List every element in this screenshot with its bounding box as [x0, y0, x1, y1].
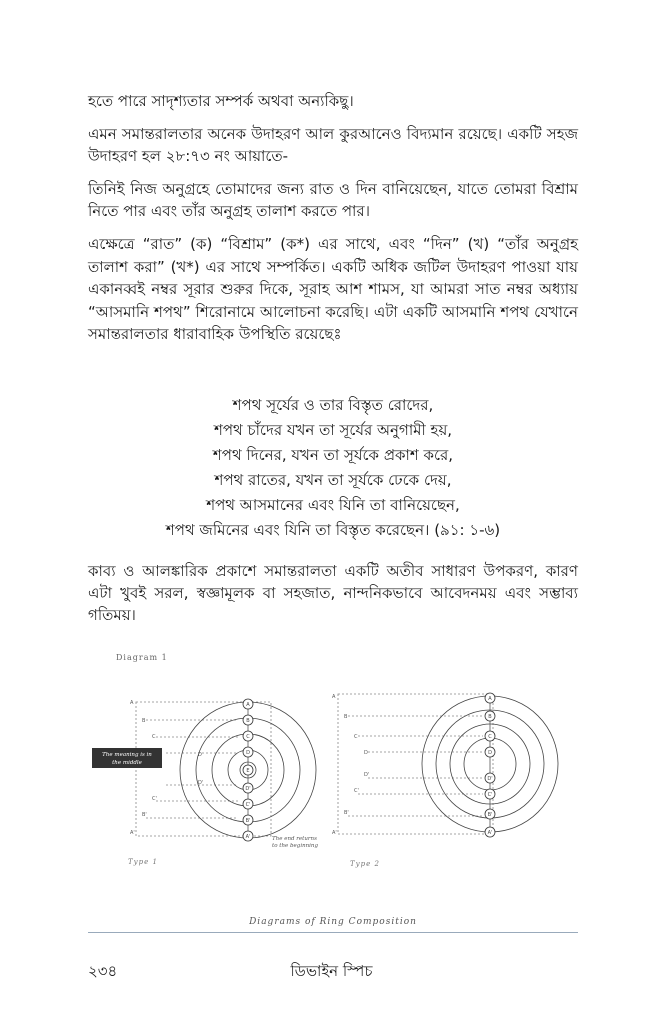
label-end-line2: to the beginning [272, 843, 318, 849]
figure-caption: Diagrams of Ring Composition [249, 917, 417, 927]
node-letter: A' [487, 830, 493, 836]
outer-letter: C [354, 734, 358, 740]
poem-line: শপথ দিনের, যখন তা সূর্যকে প্রকাশ করে, [212, 446, 454, 464]
outer-letter: C' [152, 796, 157, 802]
node-letter: B' [245, 818, 251, 824]
outer-letter: D [364, 750, 368, 756]
figure-divider [88, 932, 578, 933]
running-footer-title: ডিভাইন স্পিচ [290, 962, 373, 980]
type2-guide-box [338, 694, 493, 834]
label-middle-line1: The meaning is in [102, 752, 152, 758]
node-letter: E [246, 768, 250, 774]
type1-label: Type 1 [128, 858, 158, 866]
quoted-verse-28-73: তিনিই নিজ অনুগ্রহে তোমাদের জন্য রাত ও দিন বানিয়েছেন, যাতে তোমরা বিশ্রাম নিতে পার এবং তাঁর অনুগ্রহ তালাশ করতে পার। [88, 180, 578, 220]
node-letter: D' [245, 786, 251, 792]
label-middle-line2: the middle [112, 760, 142, 766]
node-letter: D' [487, 776, 493, 782]
type1-diagram [136, 699, 316, 841]
paragraph-intro: হতে পারে সাদৃশ্যতার সম্পর্ক অথবা অন্যকিছু। [88, 92, 354, 110]
paragraph-analysis: এক্ষেত্রে “রাত” (ক) “বিশ্রাম” (ক*) এর সাথে, এবং “দিন” (খ) “তাঁর অনুগ্রহ তালাশ করা” (খ*) এর সাথে সম্পর্কিত। একটি অধিক জটিল উদাহরণ পাওয়া যায় একানব্বই নম্বর সূরার শুরুর দিকে, সূরাহ আশ শামস, যা আমরা সাত নম্বর অধ্যায় “আসমানি শপথ” শিরোনামে আলোচনা করেছি। এটা একটি আসমানি শপথ যেখানে সমান্তরালতার ধারাবাহিক উপস্থিতি রয়েছেঃ [88, 235, 578, 343]
label-end-line1: The end returns [272, 836, 317, 842]
node-letter: D [488, 750, 492, 756]
poem-line: শপথ চাঁদের যখন তা সূর্যের অনুগামী হয়, [213, 421, 453, 439]
poem-line: শপথ সূর্যের ও তার বিস্তৃত রোদের, [232, 396, 434, 414]
node-letter: C [246, 734, 250, 740]
type2-diagram [338, 693, 558, 837]
outer-letter: D' [364, 772, 370, 778]
outer-letter: A' [332, 830, 337, 836]
paragraph-examples: এমন সমান্তরালতার অনেক উদাহরণ আল কুরআনেও বিদ্যমান রয়েছে। একটি সহজ উদাহরণ হল ২৮:৭৩ নং আয়াতে- [88, 125, 578, 165]
ring-composition-figure [88, 640, 578, 935]
outer-letter: B [344, 714, 348, 720]
type2-outer-letters [332, 694, 369, 836]
node-letter: A' [245, 834, 251, 840]
poem-block [88, 393, 578, 543]
type2-label: Type 2 [350, 860, 380, 868]
node-letter: C [488, 734, 492, 740]
poem-line: শপথ জমিনের এবং যিনি তা বিস্তৃত করেছেন। (৯১: ১-৬) [165, 521, 501, 539]
outer-letter: B [142, 718, 146, 724]
outer-letter: B' [344, 810, 349, 816]
outer-letter: D' [198, 780, 204, 786]
outer-letter: A [332, 694, 336, 700]
poem-line: শপথ আসমানের এবং যিনি তা বানিয়েছেন, [206, 496, 460, 514]
node-letter: D [246, 750, 250, 756]
node-letter: B' [487, 812, 493, 818]
node-letter: C' [245, 802, 251, 808]
figure-heading: Diagram 1 [116, 653, 168, 662]
node-letter: A [246, 702, 250, 708]
node-letter: B [246, 718, 250, 724]
ring-diagram-svg [88, 640, 578, 915]
outer-letter: B' [142, 812, 147, 818]
paragraph-conclusion: কাব্য ও আলঙ্কারিক প্রকাশে সমান্তরালতা একটি অতীব সাধারণ উপকরণ, কারণ এটা খুবই সরল, স্বজ্ঞামূলক বা সহজাত, নান্দনিকভাবে আবেদনময় এবং সম্ভাব্য গতিময়। [88, 562, 578, 624]
node-letter: C' [487, 792, 493, 798]
outer-letter: C [152, 734, 156, 740]
poem-line: শপথ রাতের, যখন তা সূর্যকে ঢেকে দেয়, [214, 471, 452, 489]
outer-letter: A' [130, 830, 135, 836]
outer-letter: C' [354, 788, 359, 794]
node-letter: A [488, 696, 492, 702]
page-number: ২৩৪ [88, 962, 118, 980]
node-letter: B [488, 714, 492, 720]
outer-letter: D [198, 752, 202, 758]
outer-letter: A [130, 700, 134, 706]
